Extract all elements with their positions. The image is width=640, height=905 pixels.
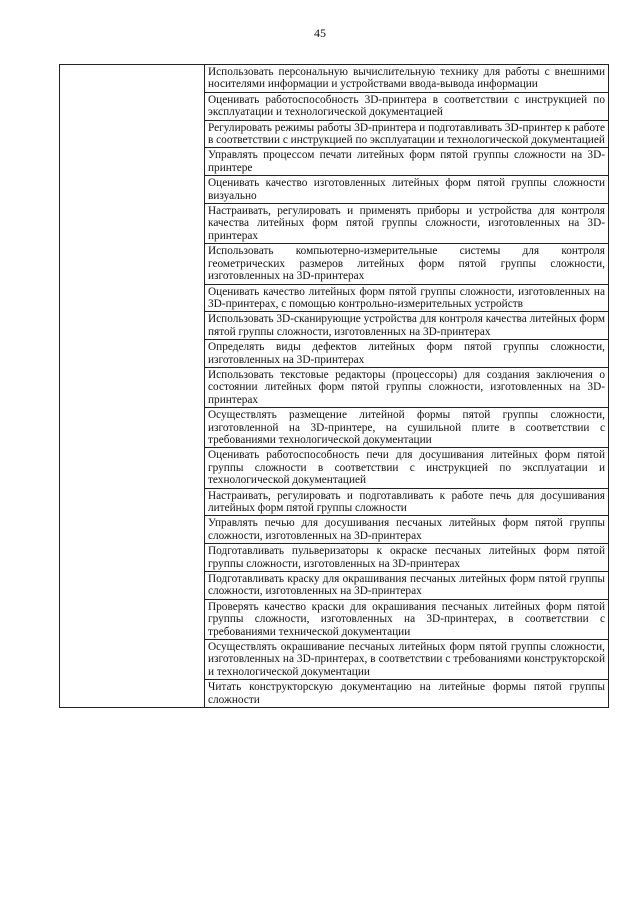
- skill-cell: [205, 488, 609, 516]
- skill-cell: [205, 312, 609, 340]
- skill-text: Использовать текстовые редакторы (процессоры) для создания заключения о состоянии литейных форм пятой группы сложности, изготовленных на 3D-принтерах: [208, 368, 605, 406]
- skill-text: Использовать компьютерно-измерительные системы для контроля геометрических размеров литейных форм пятой группы сложности, изготовленных на 3D-принтерах: [208, 245, 605, 283]
- skill-cell: [205, 176, 609, 204]
- skill-cell: [205, 408, 609, 448]
- skill-text: Читать конструкторскую документацию на литейные формы пятой группы сложности: [208, 681, 605, 706]
- skill-cell: [205, 244, 609, 284]
- skill-text: Регулировать режимы работы 3D-принтера и подготавливать 3D-принтер к работе в соответствии с инструкцией по эксплуатации и технологической документацией: [208, 121, 605, 147]
- skill-cell: [205, 516, 609, 544]
- skill-cell: [205, 148, 609, 176]
- skill-text: Оценивать качество изготовленных литейных форм пятой группы сложности визуально: [208, 177, 605, 202]
- empty-left-column-cell: [60, 65, 205, 708]
- skill-text: Оценивать качество литейных форм пятой группы сложности, изготовленных на 3D-принтерах, с помощью контрольно-измерительных устройств: [208, 285, 605, 310]
- skill-cell: [205, 640, 609, 680]
- page-number: 45: [314, 26, 326, 40]
- skill-text: Определять виды дефектов литейных форм пятой группы сложности, изготовленных на 3D-принтерах: [208, 341, 605, 366]
- skill-cell: [205, 204, 609, 244]
- skill-cell: [205, 367, 609, 407]
- skill-text: Использовать 3D-сканирующие устройства для контроля качества литейных форм пятой группы сложности, изготовленных на 3D-принтерах: [208, 313, 605, 338]
- table-row: [60, 65, 609, 93]
- skill-cell: [205, 92, 609, 120]
- skill-text: Оценивать работоспособность печи для досушивания литейных форм пятой группы сложности в соответствии с инструкцией по эксплуатации и технологической документацией: [208, 449, 605, 487]
- skill-text: Осуществлять размещение литейной формы пятой группы сложности, изготовленной на 3D-принтере, на сушильной плите в соответствии с требованиями технологической документации: [208, 409, 605, 446]
- skill-text: Настраивать, регулировать и подготавливать к работе печь для досушивания литейных форм пятой группы сложности: [208, 489, 605, 514]
- skill-text: Проверять качество краски для окрашивания песчаных литейных форм пятой группы сложности, изготовленных на 3D-принтерах, в соответствии с требованиями технической документации: [208, 600, 605, 638]
- skill-text: Настраивать, регулировать и применять приборы и устройства для контроля качества литейных форм пятой группы сложности, изготовленных на 3D-принтерах: [208, 205, 605, 242]
- skill-text: Осуществлять окрашивание песчаных литейных форм пятой группы сложности, изготовленных на 3D-принтерах, в соответствии с требованиями конструкторской и технологической документации: [208, 641, 605, 678]
- skill-text: Управлять процессом печати литейных форм пятой группы сложности на 3D-принтере: [208, 149, 605, 174]
- skill-text: Оценивать работоспособность 3D-принтера в соответствии с инструкцией по эксплуатации и технологической документацией: [208, 93, 605, 119]
- skills-table: [59, 64, 609, 708]
- skill-cell: [205, 448, 609, 488]
- skill-cell: [205, 544, 609, 572]
- skill-cell: [205, 340, 609, 368]
- skill-text: Использовать персональную вычислительную технику для работы с внешними носителями информации и устройствами ввода-вывода информации: [208, 66, 605, 91]
- skill-cell: [205, 284, 609, 312]
- skill-cell: [205, 65, 609, 93]
- skill-cell: [205, 120, 609, 148]
- skill-cell: [205, 680, 609, 708]
- skill-text: Подготавливать пульверизаторы к окраске песчаных литейных форм пятой группы сложности, изготовленных на 3D-принтерах: [208, 545, 605, 570]
- skill-text: Подготавливать краску для окрашивания песчаных литейных форм пятой группы сложности, изготовленных на 3D-принтерах: [208, 573, 605, 598]
- skill-text: Управлять печью для досушивания песчаных литейных форм пятой группы сложности, изготовленных на 3D-принтерах: [208, 517, 605, 542]
- skill-cell: [205, 572, 609, 600]
- skills-table-body: [60, 65, 609, 708]
- skill-cell: [205, 599, 609, 639]
